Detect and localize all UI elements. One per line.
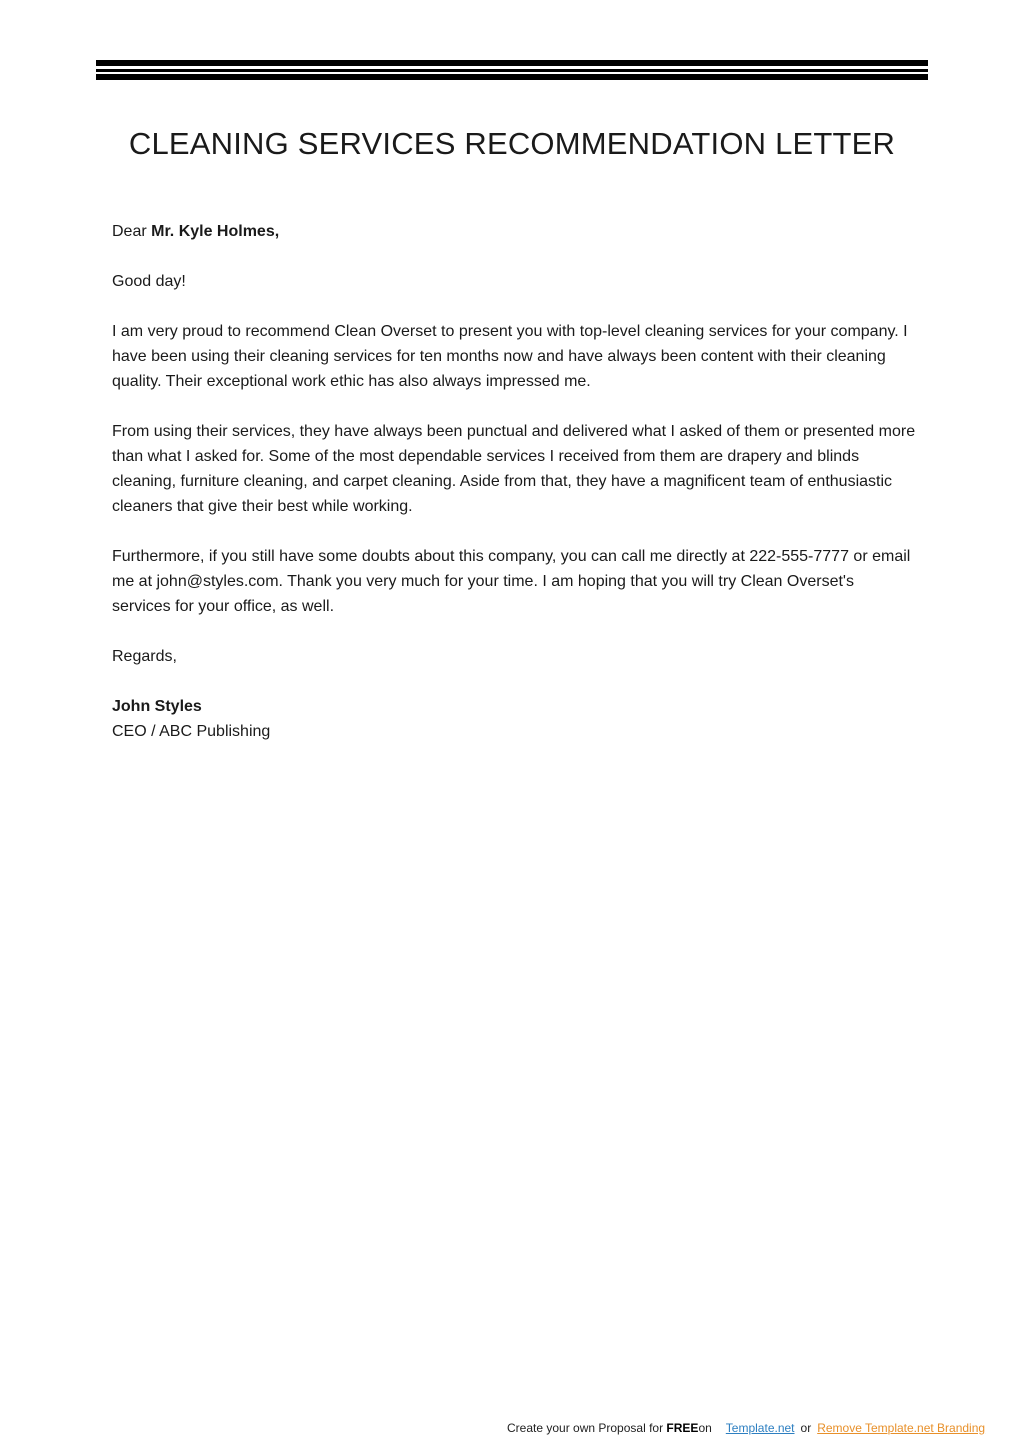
signer-title: CEO / ABC Publishing [112,723,271,740]
header-rule-bottom [96,74,928,80]
header-rule-top [96,60,928,66]
closing: Regards, [112,648,177,665]
header-rule-middle [96,69,928,72]
footer-free: FREE [666,1421,699,1435]
greeting: Good day! [112,273,186,290]
paragraph-1: I am very proud to recommend Clean Overset to present you with top-level cleaning services for your company. I have been using their cleaning services for ten months now and have always been content with their cleaning quality. Their exceptional work ethic has also always impressed me. [112,323,908,390]
footer-on: on [698,1421,712,1435]
letter-title: CLEANING SERVICES RECOMMENDATION LETTER [128,126,896,161]
letter-body [112,219,917,744]
footer-prefix: Create your own Proposal for [507,1421,667,1435]
footer-branding [507,1419,985,1437]
recipient-name: Mr. Kyle Holmes, [151,223,280,240]
template-net-link[interactable]: Template.net [725,1421,795,1435]
paragraph-3: Furthermore, if you still have some doubts about this company, you can call me directly at 222-555-7777 or email me at john@styles.com. Thank you very much for your time. I am hoping that you will try Clean Overset's services for your office, as well. [112,548,911,615]
remove-branding-link[interactable]: Remove Template.net Branding [817,1421,986,1435]
paragraph-2: From using their services, they have always been punctual and delivered what I asked of them or presented more than what I asked for. Some of the most dependable services I received from them are drapery and blinds cleaning, furniture cleaning, and carpet cleaning. Aside from that, they have a magnificent team of enthusiastic cleaners that give their best while working. [112,423,916,515]
signature-block [112,694,917,744]
signer-name: John Styles [112,698,202,715]
salutation-prefix: Dear [112,223,152,240]
salutation [112,219,917,244]
footer-or: or [800,1421,812,1435]
